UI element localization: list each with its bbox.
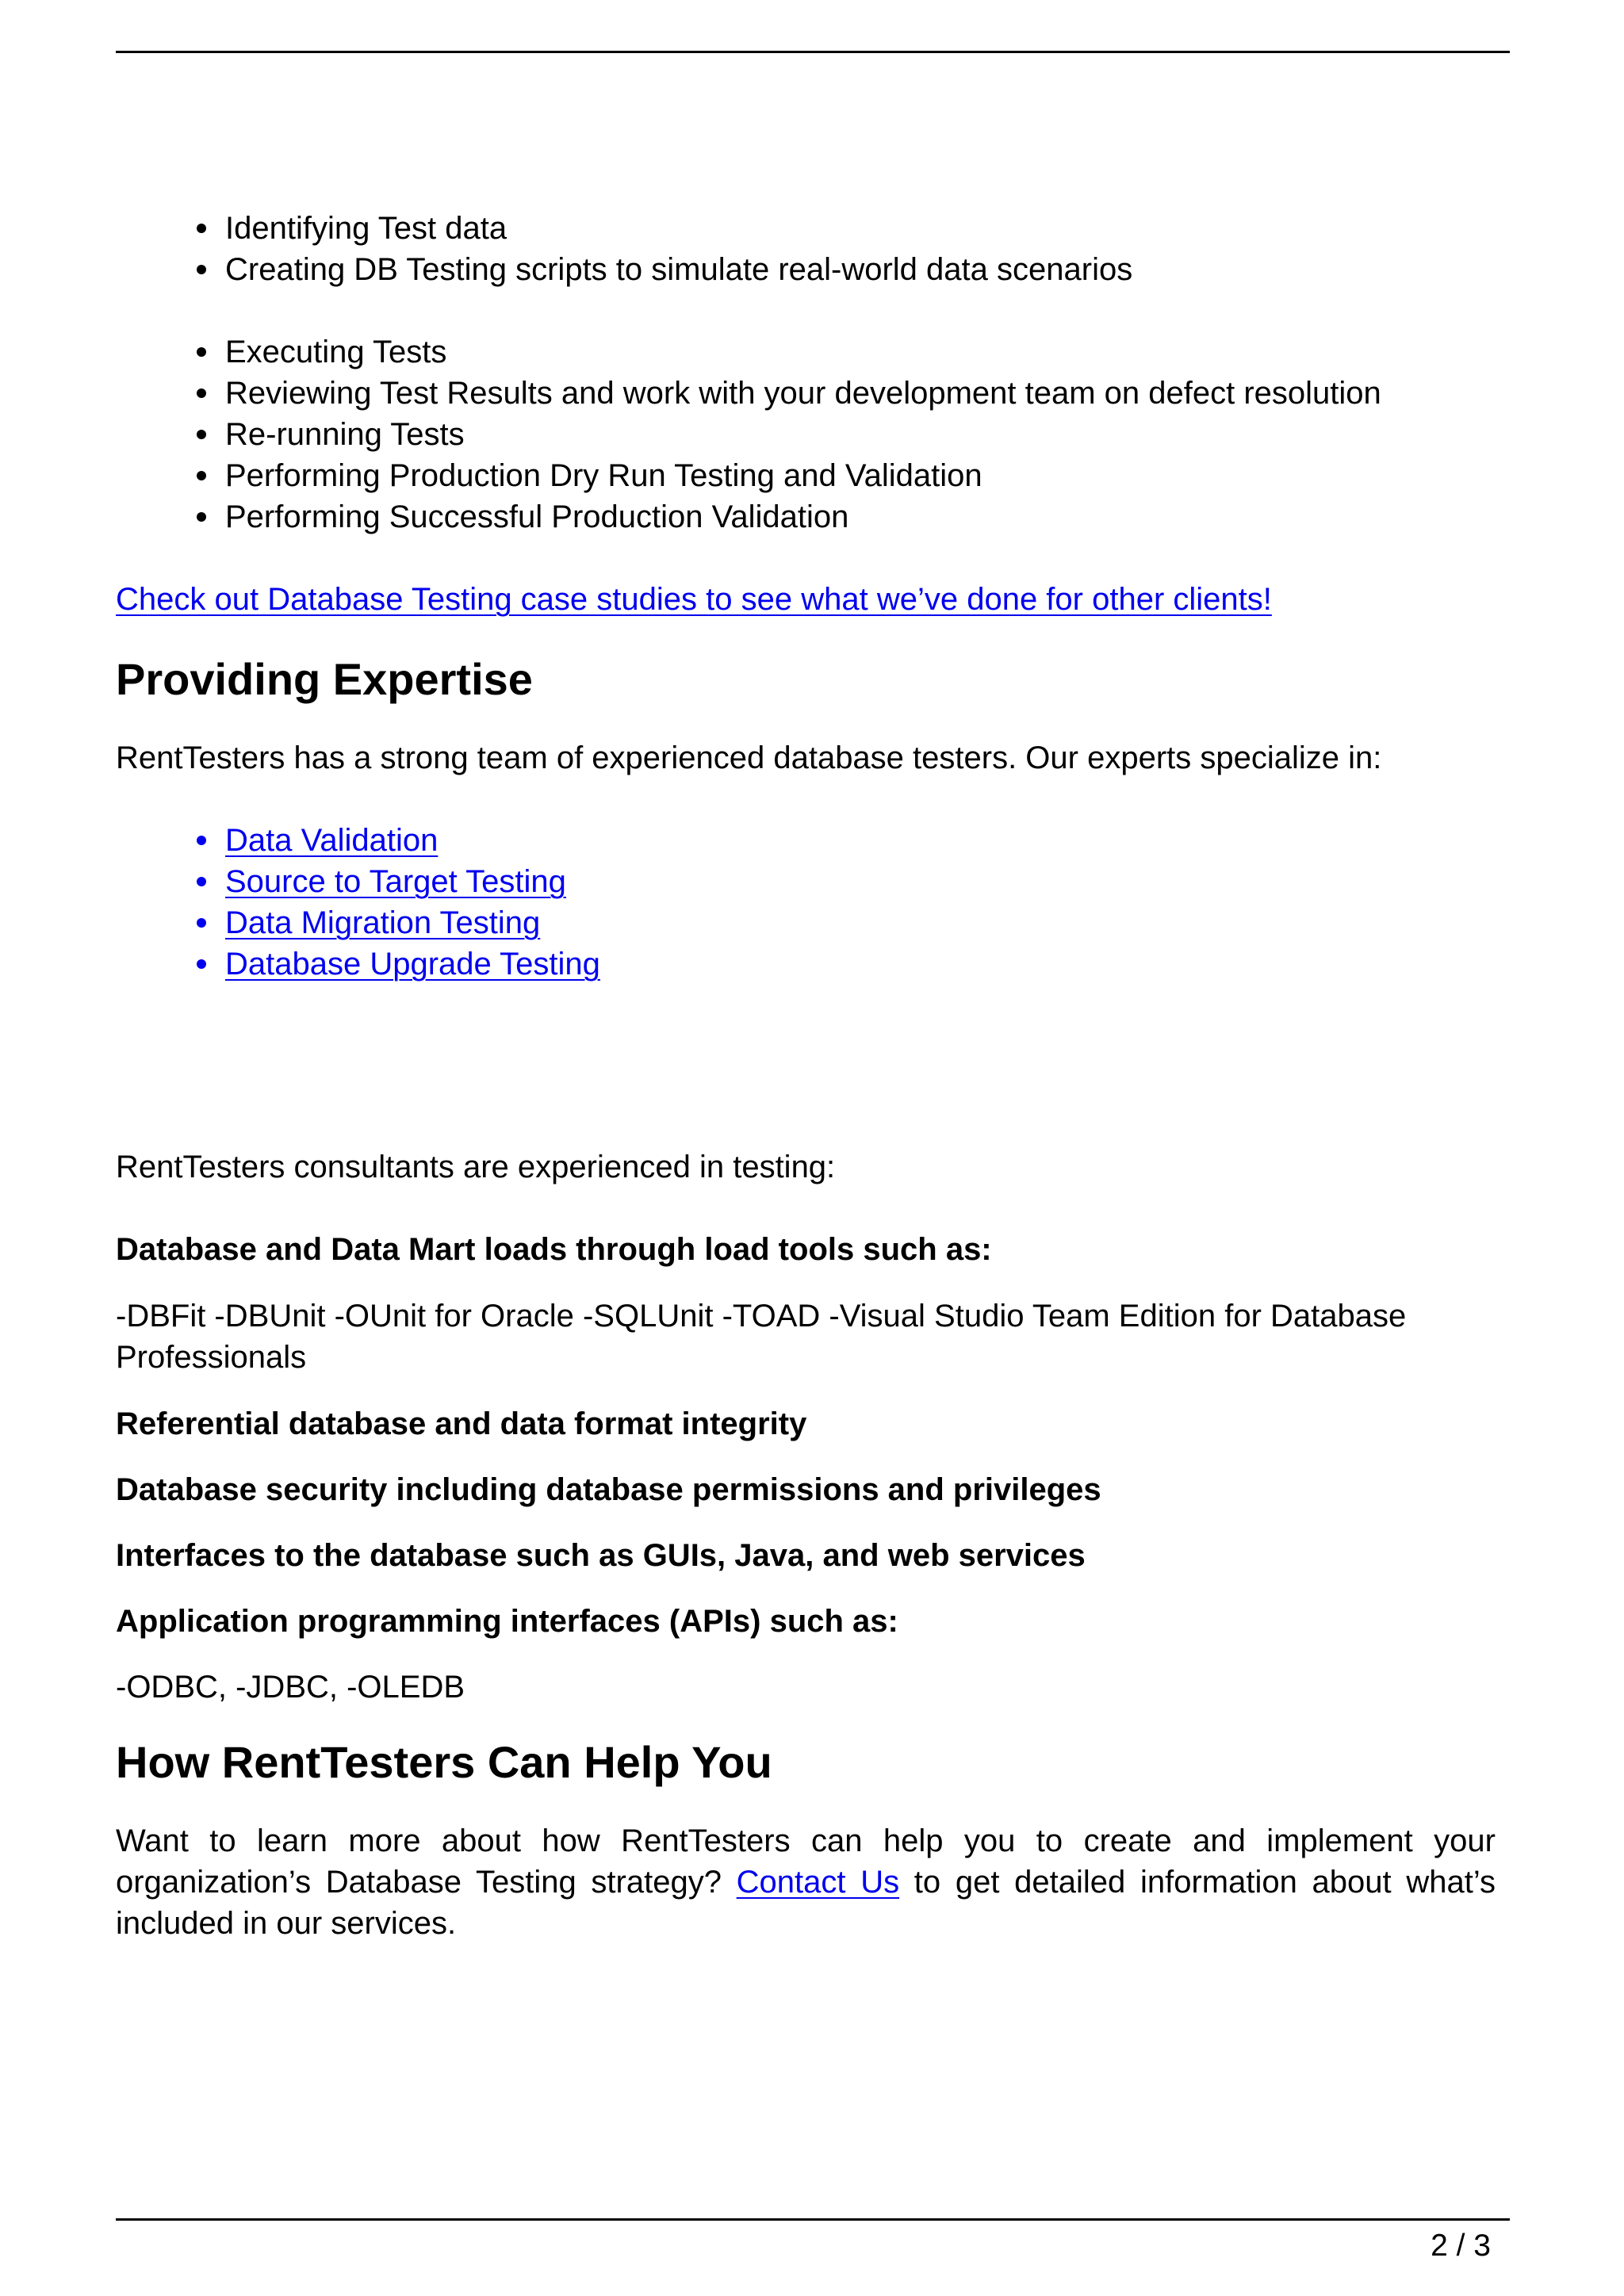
experience-item-detail: -DBFit -DBUnit -OUnit for Oracle -SQLUnit -TOAD -Visual Studio Team Edition for Database Professionals xyxy=(116,1299,1407,1375)
case-studies-paragraph xyxy=(116,579,1496,620)
list-item xyxy=(225,902,1496,943)
data-migration-testing-link[interactable]: Data Migration Testing xyxy=(225,905,541,940)
expertise-heading: Providing Expertise xyxy=(116,654,533,704)
case-studies-link[interactable]: Check out Database Testing case studies to see what we’ve done for other clients! xyxy=(116,582,1272,617)
list-item: Executing Tests xyxy=(225,331,1496,373)
expertise-intro: RentTesters has a strong team of experienced database testers. Our experts specialize in: xyxy=(116,740,1382,775)
experience-intro: RentTesters consultants are experienced in testing: xyxy=(116,1150,836,1184)
data-validation-link[interactable]: Data Validation xyxy=(225,823,439,858)
contact-us-link[interactable]: Contact Us xyxy=(736,1865,900,1900)
list-item xyxy=(225,943,1496,985)
page-content xyxy=(116,208,1496,1944)
help-text-before: Want to learn more about how RentTesters can help you to create and implement your organization’s Database Testing strategy? xyxy=(116,1823,1496,1900)
task-list-2 xyxy=(116,331,1496,538)
experience-item-detail: -ODBC, -JDBC, -OLEDB xyxy=(116,1670,465,1705)
list-item xyxy=(225,820,1496,861)
footer-rule xyxy=(116,2218,1510,2221)
experience-item-title: Referential database and data format integrity xyxy=(116,1406,807,1441)
task-list-1 xyxy=(116,208,1496,290)
page-number: 2 / 3 xyxy=(1431,2229,1491,2263)
list-item xyxy=(225,861,1496,902)
source-to-target-testing-link[interactable]: Source to Target Testing xyxy=(225,864,566,899)
experience-item-title: Database security including database permissions and privileges xyxy=(116,1472,1101,1507)
experience-item-title: Interfaces to the database such as GUIs, Java, and web services xyxy=(116,1538,1086,1573)
list-item: Creating DB Testing scripts to simulate real-world data scenarios xyxy=(225,249,1496,290)
help-paragraph xyxy=(116,1820,1496,1944)
list-item: Identifying Test data xyxy=(225,208,1496,249)
list-item: Re-running Tests xyxy=(225,414,1496,455)
experience-item-title: Database and Data Mart loads through load tools such as: xyxy=(116,1232,992,1267)
expertise-link-list xyxy=(116,820,1496,985)
list-item: Performing Production Dry Run Testing and Validation xyxy=(225,455,1496,496)
header-rule xyxy=(116,51,1510,53)
help-text-after: to get detailed information about what’s included in our services. xyxy=(116,1865,1496,1941)
experience-item-title: Application programming interfaces (APIs) such as: xyxy=(116,1604,898,1639)
list-item: Reviewing Test Results and work with your development team on defect resolution xyxy=(225,373,1496,414)
help-heading: How RentTesters Can Help You xyxy=(116,1737,772,1787)
database-upgrade-testing-link[interactable]: Database Upgrade Testing xyxy=(225,947,600,982)
list-item: Performing Successful Production Validation xyxy=(225,496,1496,538)
